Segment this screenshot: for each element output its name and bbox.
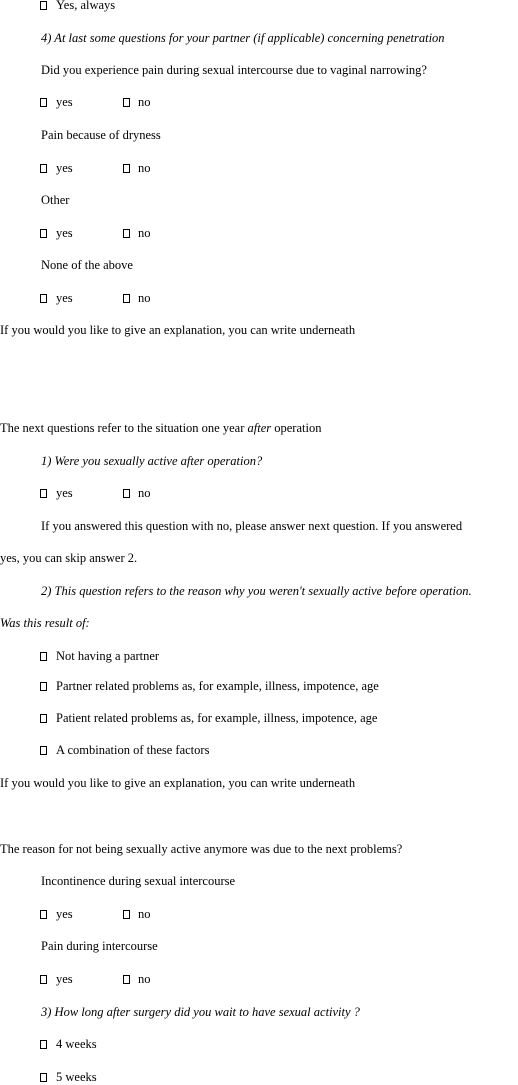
option-no: no: [138, 226, 151, 240]
option-4-weeks: 4 weeks: [56, 1037, 97, 1051]
question-1-note-line1: If you answered this question with no, please answer next question. If you answered: [41, 519, 463, 533]
checkbox-no-partner[interactable]: [40, 652, 47, 661]
intro-emphasis: after: [247, 421, 272, 435]
checkbox-yes[interactable]: [40, 910, 47, 919]
option-5-weeks: 5 weeks: [56, 1070, 97, 1084]
option-no: no: [138, 907, 151, 921]
explanation-prompt: If you would you like to give an explanation, you can write underneath: [0, 776, 356, 790]
partner-question-dryness: Pain because of dryness: [41, 128, 161, 142]
question-3: 3) How long after surgery did you wait to have sexual activity ?: [41, 1005, 360, 1019]
checkbox-partner-problems[interactable]: [40, 682, 47, 691]
question-2-line2: Was this result of:: [0, 616, 90, 630]
explanation-prompt: If you would you like to give an explanation, you can write underneath: [0, 323, 356, 337]
checkbox-yes[interactable]: [40, 294, 47, 303]
intro-text-a: The next questions refer to the situation one year: [0, 421, 248, 435]
option-yes: yes: [56, 972, 73, 986]
checkbox-yes[interactable]: [40, 164, 47, 173]
partner-question-vaginal-narrowing: Did you experience pain during sexual intercourse due to vaginal narrowing?: [41, 63, 427, 77]
option-no: no: [138, 95, 151, 109]
partner-heading: 4) At last some questions for your partner (if applicable) concerning penetration: [41, 31, 445, 45]
checkbox-yes[interactable]: [40, 98, 47, 107]
checkbox-4-weeks[interactable]: [40, 1040, 47, 1049]
option-yes: yes: [56, 161, 73, 175]
checkbox-5-weeks[interactable]: [40, 1073, 47, 1082]
question-1: 1) Were you sexually active after operation?: [41, 454, 263, 468]
option-partner-problems: Partner related problems as, for example, illness, impotence, age: [56, 679, 379, 693]
checkbox-no[interactable]: [123, 164, 130, 173]
option-no-partner: Not having a partner: [56, 649, 160, 663]
option-yes: yes: [56, 95, 73, 109]
checkbox-no[interactable]: [123, 489, 130, 498]
option-patient-problems: Patient related problems as, for example, illness, impotence, age: [56, 711, 378, 725]
partner-question-none: None of the above: [41, 258, 133, 272]
intro-text-b: operation: [271, 421, 322, 435]
checkbox-no[interactable]: [123, 98, 130, 107]
checkbox-yes[interactable]: [40, 229, 47, 238]
option-yes: yes: [56, 226, 73, 240]
option-yes: yes: [56, 291, 73, 305]
checkbox-patient-problems[interactable]: [40, 714, 47, 723]
option-no: no: [138, 291, 151, 305]
checkbox-combination[interactable]: [40, 746, 47, 755]
option-combination: A combination of these factors: [56, 743, 210, 757]
option-no: no: [138, 972, 151, 986]
reason-incontinence: Incontinence during sexual intercourse: [41, 874, 236, 888]
checkbox-yes-always[interactable]: [40, 1, 47, 10]
checkbox-no[interactable]: [123, 294, 130, 303]
option-no: no: [138, 486, 151, 500]
checkbox-no[interactable]: [123, 975, 130, 984]
reason-intro: The reason for not being sexually active anymore was due to the next problems?: [0, 842, 403, 856]
partner-question-other: Other: [41, 193, 70, 207]
reason-pain: Pain during intercourse: [41, 939, 158, 953]
checkbox-no[interactable]: [123, 229, 130, 238]
question-1-note-line2: yes, you can skip answer 2.: [0, 551, 138, 565]
option-yes: yes: [56, 486, 73, 500]
checkbox-no[interactable]: [123, 910, 130, 919]
checkbox-yes[interactable]: [40, 489, 47, 498]
after-operation-intro: [0, 420, 321, 436]
option-yes-always: Yes, always: [56, 0, 116, 12]
option-yes: yes: [56, 907, 73, 921]
question-2-line1: 2) This question refers to the reason why you weren't sexually active before operation.: [41, 584, 472, 598]
checkbox-yes[interactable]: [40, 975, 47, 984]
option-no: no: [138, 161, 151, 175]
